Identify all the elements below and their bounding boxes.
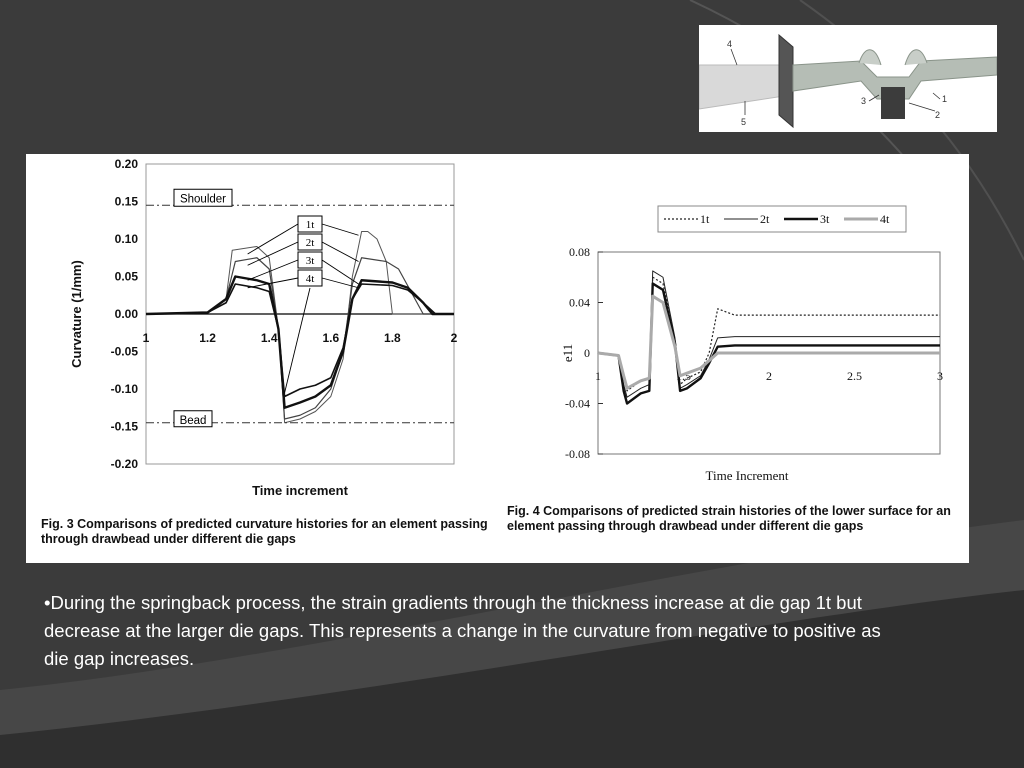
- y-axis-label: Curvature (1/mm): [69, 260, 84, 368]
- bead-bump-right: [905, 50, 927, 65]
- bead-bump-left: [859, 50, 881, 65]
- part-label-2: 2: [935, 110, 941, 120]
- y-tick-label: 0.15: [114, 194, 138, 209]
- y-tick-label: -0.10: [110, 382, 138, 396]
- y-tick-label: 0.08: [569, 245, 590, 259]
- x-tick-label: 1: [595, 369, 601, 383]
- fig4-caption: Fig. 4 Comparisons of predicted strain histories of the lower surface for an element passing through drawbead under different die gaps: [507, 504, 951, 533]
- strain-chart: [506, 154, 969, 499]
- x-axis-label: Time Increment: [705, 468, 789, 483]
- series-line-4t: [146, 284, 454, 397]
- part-label-4: 4: [727, 39, 733, 49]
- x-tick-label: 1.6: [322, 331, 340, 345]
- y-tick-label: 0.10: [114, 232, 138, 246]
- legend-label-1t: 1t: [700, 212, 710, 226]
- y-tick-label: -0.08: [565, 447, 590, 461]
- legend-label-3t: 3t: [305, 255, 315, 267]
- y-tick-label: -0.05: [110, 344, 138, 359]
- x-axis-label: Time increment: [252, 483, 348, 498]
- legend-arrow-3t: [248, 260, 298, 280]
- bead-groove: [881, 87, 905, 119]
- y-tick-label: 0.05: [114, 269, 138, 284]
- x-tick-label: 2: [766, 369, 772, 383]
- y-tick-label: 0: [584, 346, 590, 360]
- x-tick-label: 1.2: [199, 331, 216, 345]
- drawbead-diagram: [699, 25, 997, 132]
- x-tick-label: 1.5: [676, 369, 691, 383]
- legend-arrow-2t: [322, 242, 359, 262]
- legend-arrow-1t: [322, 224, 359, 235]
- y-tick-label: -0.20: [110, 457, 138, 471]
- legend-label-2t: 2t: [760, 212, 770, 226]
- x-tick-label: 2: [450, 331, 458, 345]
- legend-label-4t: 4t: [880, 212, 890, 226]
- y-axis-label: e11: [560, 343, 575, 363]
- legend-label-3t: 3t: [820, 212, 830, 226]
- legend-arrow-bead: [285, 288, 310, 393]
- legend-arrow-2t: [248, 242, 298, 265]
- y-tick-label: 0.04: [569, 295, 590, 310]
- y-tick-label: -0.04: [565, 396, 590, 411]
- shoulder-label: Shoulder: [179, 193, 227, 206]
- y-tick-label: -0.15: [110, 419, 138, 434]
- y-tick-label: 0.20: [114, 157, 138, 171]
- body-paragraph: •During the springback process, the strain gradients through the thickness increase at die gap 1t but decrease at the larger die gaps. This represents a change in the curvature from negative to positive as die gap increases.: [44, 592, 881, 669]
- fig3-caption: Fig. 3 Comparisons of predicted curvature histories for an element passing through drawbead under different die gaps: [41, 517, 488, 546]
- x-tick-label: 3: [937, 369, 943, 383]
- series-line-3t: [146, 277, 454, 408]
- legend-label-1t: 1t: [305, 219, 315, 231]
- part-label-1: 1: [942, 94, 948, 104]
- y-tick-label: 0.00: [114, 307, 138, 321]
- legend-label-4t: 4t: [305, 273, 315, 285]
- part-label-5: 5: [741, 117, 747, 127]
- x-tick-label: 1.4: [260, 331, 278, 345]
- legend-label-2t: 2t: [305, 237, 315, 249]
- x-tick-label: 1.8: [384, 331, 401, 345]
- part-label-3: 3: [861, 96, 867, 106]
- blank-holder-plate: [779, 35, 793, 127]
- x-tick-label: 2.5: [847, 369, 862, 383]
- curvature-chart: [26, 154, 496, 514]
- figures-panel: [26, 154, 969, 563]
- legend-arrow-1t: [248, 224, 298, 254]
- bead-label: Bead: [179, 414, 207, 427]
- x-tick-label: 1: [142, 331, 150, 345]
